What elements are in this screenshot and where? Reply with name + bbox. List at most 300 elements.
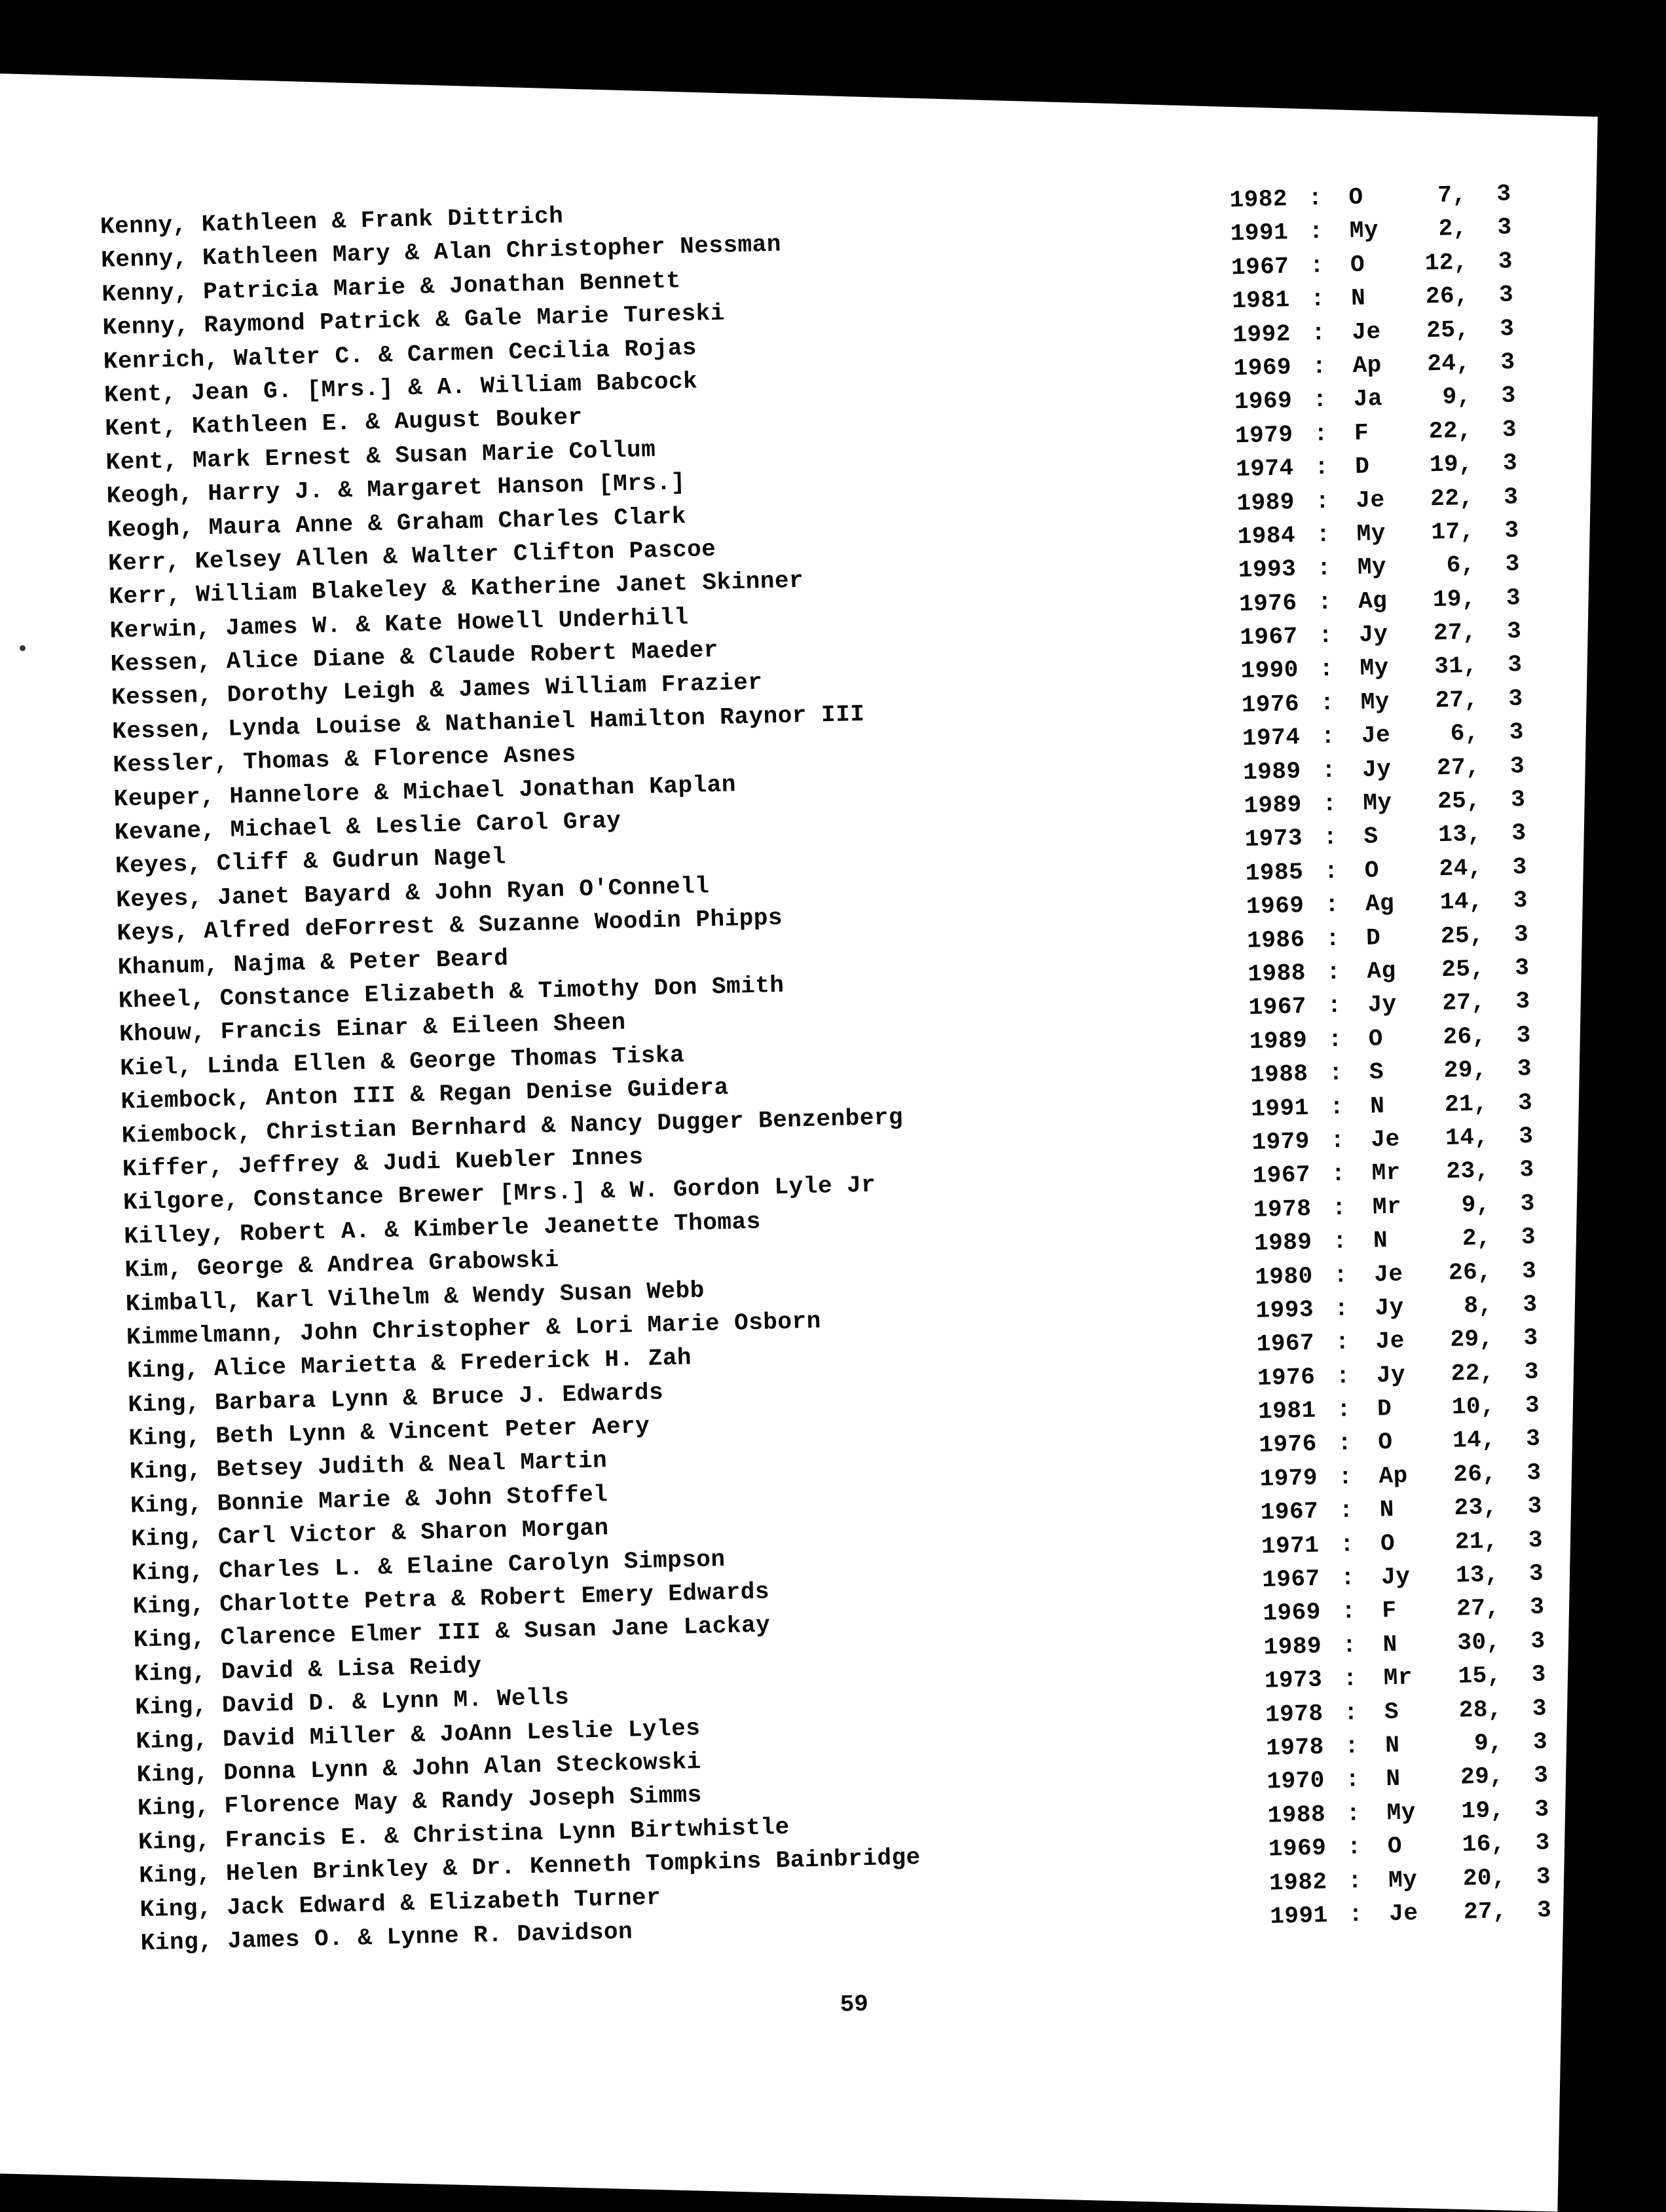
entry-volume: 3 <box>1531 1660 1547 1689</box>
entry-day: 17 <box>1430 518 1461 546</box>
entry-day: 23 <box>1454 1494 1484 1522</box>
entry-citation <box>1248 988 1530 1021</box>
entry-colon: : <box>1310 286 1325 313</box>
entry-day: 9 <box>1442 383 1458 411</box>
entry-day: 10 <box>1451 1393 1481 1421</box>
entry-comma: , <box>1467 820 1483 848</box>
entry-comma: , <box>1460 551 1476 579</box>
entry-day: 21 <box>1444 1090 1474 1118</box>
entry-year: 1988 <box>1250 1060 1308 1089</box>
entry-year: 1969 <box>1262 1599 1322 1628</box>
entry-citation <box>1243 753 1525 786</box>
entry-colon: : <box>1337 1429 1352 1457</box>
entry-month: Je <box>1351 318 1382 346</box>
entry-year: 1967 <box>1239 623 1299 652</box>
entry-comma: , <box>1456 349 1472 377</box>
entry-year: 1973 <box>1244 825 1303 853</box>
entry-month: D <box>1377 1395 1392 1423</box>
entry-day: 27 <box>1436 753 1466 781</box>
entry-month: S <box>1369 1059 1384 1086</box>
entry-citation <box>1246 887 1528 920</box>
entry-month: O <box>1350 251 1365 278</box>
entry-comma: , <box>1491 1864 1507 1892</box>
entry-volume: 3 <box>1516 1021 1532 1049</box>
entry-name: Kerr, William Blakeley & Katherine Janet Skinner <box>108 567 804 611</box>
entry-day: 27 <box>1433 619 1463 647</box>
entry-month: Ap <box>1352 351 1382 379</box>
entry-citation <box>1236 483 1519 517</box>
entry-volume: 3 <box>1504 516 1520 544</box>
entry-name: Keyes, Cliff & Gudrun Nagel <box>115 844 507 880</box>
entry-day: 25 <box>1426 316 1456 344</box>
entry-year: 1992 <box>1232 320 1291 348</box>
entry-comma: , <box>1464 686 1479 713</box>
entry-name: King, David & Lisa Reidy <box>134 1652 482 1688</box>
entry-name: Kiffer, Jeffrey & Judi Kuebler Innes <box>122 1143 644 1183</box>
entry-day: 29 <box>1460 1763 1490 1791</box>
entry-month: N <box>1385 1765 1401 1793</box>
entry-name: Kessen, Lynda Louise & Nathaniel Hamilton Raynor III <box>111 700 865 745</box>
entry-volume: 3 <box>1498 281 1514 309</box>
entry-year: 1969 <box>1233 354 1292 383</box>
entry-volume: 3 <box>1503 483 1519 511</box>
entry-month: Je <box>1355 486 1386 514</box>
entry-year: 1989 <box>1243 791 1303 820</box>
entry-volume: 3 <box>1517 1055 1532 1083</box>
entry-citation <box>1255 1291 1538 1324</box>
entry-day: 13 <box>1455 1561 1485 1589</box>
entry-colon: : <box>1317 588 1333 616</box>
entry-year: 1967 <box>1256 1330 1315 1359</box>
entry-comma: , <box>1475 1157 1490 1185</box>
entry-volume: 3 <box>1501 382 1517 409</box>
entry-comma: , <box>1482 1460 1498 1488</box>
entry-name: King, Clarence Elmer III & Susan Jane Lackay <box>133 1611 771 1654</box>
entry-year: 1989 <box>1249 1026 1308 1055</box>
entry-year: 1979 <box>1259 1464 1318 1493</box>
entry-month: Je <box>1388 1900 1418 1928</box>
entry-volume: 3 <box>1511 819 1527 847</box>
entry-month: Ag <box>1365 890 1395 918</box>
entry-citation <box>1247 921 1529 954</box>
entry-colon: : <box>1335 1328 1350 1357</box>
entry-volume: 3 <box>1534 1795 1550 1823</box>
entry-comma: , <box>1458 450 1473 478</box>
entry-year: 1991 <box>1250 1094 1310 1123</box>
entry-volume: 3 <box>1525 1425 1541 1453</box>
entry-day: 13 <box>1437 821 1468 849</box>
entry-colon: : <box>1342 1632 1358 1659</box>
entry-name: King, David D. & Lynn M. Wells <box>134 1683 570 1721</box>
entry-year: 1967 <box>1261 1565 1321 1594</box>
entry-volume: 3 <box>1528 1526 1544 1554</box>
entry-citation <box>1244 786 1526 819</box>
entry-citation <box>1270 1896 1552 1930</box>
entry-month: N <box>1384 1731 1400 1759</box>
entry-year: 1986 <box>1246 926 1306 954</box>
entry-name: Killey, Robert A. & Kimberle Jeanette Thomas <box>123 1208 762 1250</box>
entry-citation <box>1268 1829 1550 1863</box>
entry-day: 24 <box>1439 854 1469 882</box>
entry-month: Mr <box>1383 1664 1413 1692</box>
entry-citation <box>1252 1156 1534 1190</box>
entry-volume: 3 <box>1510 785 1526 814</box>
entry-day: 29 <box>1449 1326 1480 1354</box>
entry-name: King, Barbara Lynn & Bruce J. Edwards <box>127 1378 664 1419</box>
entry-name: King, James O. & Lynne R. Davidson <box>140 1918 633 1957</box>
entry-month: Je <box>1373 1260 1403 1288</box>
entry-comma: , <box>1477 1258 1492 1286</box>
entry-colon: : <box>1339 1497 1354 1525</box>
entry-citation <box>1266 1729 1548 1762</box>
entry-colon: : <box>1333 1262 1348 1289</box>
entry-name: Kimmelmann, John Christopher & Lori Marie Osborn <box>126 1307 822 1351</box>
entry-comma: , <box>1475 1191 1491 1218</box>
entry-day: 21 <box>1454 1528 1485 1556</box>
entry-year: 1989 <box>1253 1228 1313 1258</box>
entry-comma: , <box>1473 1123 1489 1151</box>
entry-colon: : <box>1324 891 1340 919</box>
entry-name: Kilgore, Constance Brewer [Mrs.] & W. Gordon Lyle Jr <box>122 1171 876 1216</box>
entry-colon: : <box>1341 1598 1357 1626</box>
entry-citation <box>1250 1055 1532 1089</box>
entry-comma: , <box>1468 888 1484 916</box>
entry-year: 1969 <box>1268 1834 1327 1863</box>
entry-day: 22 <box>1428 417 1458 445</box>
entry-month: N <box>1350 284 1366 312</box>
entry-colon: : <box>1325 925 1341 952</box>
entry-volume: 3 <box>1528 1560 1544 1588</box>
entry-comma: , <box>1452 181 1468 209</box>
entry-comma: , <box>1466 787 1481 815</box>
entry-volume: 3 <box>1526 1459 1542 1487</box>
entry-name: Keyes, Janet Bayard & John Ryan O'Connell <box>115 872 710 914</box>
entry-volume: 3 <box>1509 752 1525 780</box>
entry-month: My <box>1360 688 1390 716</box>
entry-year: 1981 <box>1257 1397 1317 1425</box>
entry-day: 23 <box>1445 1157 1476 1186</box>
entry-year: 1991 <box>1230 219 1289 248</box>
entry-colon: : <box>1344 1733 1360 1760</box>
entry-name: Kent, Jean G. [Mrs.] & A. William Babcock <box>103 367 698 409</box>
entry-volume: 3 <box>1506 584 1521 612</box>
entry-volume: 3 <box>1529 1594 1545 1621</box>
entry-name: King, Florence May & Randy Joseph Simms <box>137 1782 703 1822</box>
entry-citation <box>1254 1224 1536 1257</box>
entry-comma: , <box>1492 1898 1508 1925</box>
entry-name: Kim, George & Andrea Grabowski <box>124 1247 560 1284</box>
entry-comma: , <box>1487 1662 1502 1689</box>
entry-comma: , <box>1477 1292 1494 1319</box>
entry-colon: : <box>1328 1059 1344 1087</box>
entry-year: 1976 <box>1257 1363 1316 1392</box>
entry-colon: : <box>1316 555 1332 582</box>
entry-comma: , <box>1486 1628 1502 1656</box>
entry-volume: 3 <box>1505 550 1521 578</box>
entry-month: O <box>1348 183 1364 212</box>
entry-month: Ag <box>1358 587 1388 615</box>
entry-citation <box>1263 1627 1546 1660</box>
entry-colon: : <box>1347 1867 1363 1895</box>
entry-year: 1989 <box>1236 488 1295 517</box>
entry-month: My <box>1386 1799 1416 1827</box>
entry-citation <box>1231 248 1513 281</box>
entry-colon: : <box>1332 1228 1348 1256</box>
entry-year: 1984 <box>1237 522 1296 551</box>
entry-day: 27 <box>1456 1595 1486 1623</box>
entry-year: 1991 <box>1269 1902 1329 1930</box>
entry-citation <box>1264 1661 1546 1695</box>
entry-comma: , <box>1464 719 1480 747</box>
entry-day: 25 <box>1437 787 1467 815</box>
entry-colon: : <box>1327 992 1342 1020</box>
entry-colon: : <box>1331 1194 1347 1222</box>
entry-volume: 3 <box>1523 1324 1539 1352</box>
entry-month: S <box>1363 823 1379 851</box>
entry-name: Kent, Kathleen E. & August Bouker <box>104 404 583 443</box>
entry-citation <box>1259 1459 1542 1493</box>
entry-name: King, Charlotte Petra & Robert Emery Edwards <box>132 1578 770 1621</box>
entry-year: 1976 <box>1238 589 1298 618</box>
entry-month: Jy <box>1375 1294 1405 1322</box>
entry-comma: , <box>1457 417 1473 444</box>
entry-year: 1967 <box>1252 1161 1311 1190</box>
entry-volume: 3 <box>1496 180 1511 208</box>
entry-day: 19 <box>1429 451 1459 479</box>
entry-day: 12 <box>1424 249 1454 277</box>
entry-month: My <box>1357 553 1387 582</box>
entry-colon: : <box>1312 386 1328 414</box>
entry-colon: : <box>1343 1698 1359 1727</box>
entry-name: Kimball, Karl Vilhelm & Wendy Susan Webb <box>125 1277 705 1318</box>
entry-colon: : <box>1336 1396 1352 1424</box>
entry-day: 6 <box>1450 720 1466 747</box>
entry-name: King, Donna Lynn & John Alan Steckowski <box>136 1748 702 1789</box>
entry-citation <box>1265 1695 1547 1728</box>
entry-citation <box>1244 819 1527 853</box>
entry-citation <box>1253 1190 1535 1224</box>
entry-citation <box>1240 651 1523 684</box>
entry-month: Jy <box>1358 620 1388 648</box>
entry-colon: : <box>1344 1766 1361 1794</box>
entry-name: King, Charles L. & Elaine Carolyn Simpson <box>132 1545 726 1587</box>
entry-volume: 3 <box>1512 853 1528 881</box>
entry-volume: 3 <box>1517 1089 1533 1116</box>
entry-month: Je <box>1370 1125 1401 1153</box>
entry-comma: , <box>1456 383 1472 411</box>
entry-citation <box>1267 1795 1549 1829</box>
marriage-index-entry-list <box>100 179 1608 1963</box>
entry-year: 1979 <box>1234 421 1293 449</box>
page-number: 59 <box>840 1991 869 2019</box>
entry-citation <box>1238 550 1520 584</box>
entry-month: My <box>1360 654 1390 683</box>
entry-colon: : <box>1348 1901 1363 1928</box>
entry-month: N <box>1373 1227 1388 1254</box>
entry-volume: 3 <box>1536 1896 1552 1924</box>
entry-comma: , <box>1488 1729 1504 1757</box>
entry-name: Kenny, Kathleen & Frank Dittrich <box>100 202 564 240</box>
entry-comma: , <box>1476 1224 1492 1252</box>
entry-comma: , <box>1454 316 1470 343</box>
entry-day: 2 <box>1462 1225 1477 1252</box>
entry-citation <box>1259 1425 1541 1459</box>
entry-year: 1967 <box>1248 993 1307 1022</box>
entry-colon: : <box>1310 319 1327 347</box>
entry-comma: , <box>1472 1056 1488 1084</box>
entry-year: 1982 <box>1229 185 1288 214</box>
entry-comma: , <box>1453 215 1468 242</box>
entry-volume: 3 <box>1515 988 1531 1015</box>
entry-day: 25 <box>1440 922 1470 950</box>
entry-year: 1978 <box>1253 1195 1312 1224</box>
entry-month: My <box>1356 519 1386 548</box>
entry-month: F <box>1354 419 1369 447</box>
entry-comma: , <box>1469 922 1485 949</box>
entry-year: 1978 <box>1265 1733 1325 1762</box>
entry-colon: : <box>1319 656 1335 683</box>
entry-volume: 3 <box>1502 449 1518 477</box>
entry-month: Jy <box>1367 991 1398 1019</box>
entry-day: 6 <box>1446 552 1462 579</box>
entry-name: King, Francis E. & Christina Lynn Birtwhistle <box>138 1813 790 1856</box>
entry-month: Ag <box>1366 957 1397 985</box>
entry-day: 14 <box>1452 1427 1482 1455</box>
entry-day: 22 <box>1430 484 1460 512</box>
entry-colon: : <box>1335 1362 1351 1390</box>
entry-comma: , <box>1453 248 1469 276</box>
entry-citation <box>1261 1526 1544 1560</box>
entry-citation <box>1232 315 1515 348</box>
entry-name: Kent, Mark Ernest & Susan Marie Collum <box>105 436 656 476</box>
entry-name: King, Jack Edward & Elizabeth Turner <box>139 1884 661 1923</box>
entry-day: 28 <box>1458 1696 1489 1724</box>
entry-month: O <box>1380 1529 1396 1558</box>
entry-citation <box>1269 1863 1551 1896</box>
entry-volume: 3 <box>1519 1156 1535 1184</box>
entry-comma: , <box>1489 1763 1505 1791</box>
entry-name: Keogh, Harry J. & Margaret Hanson [Mrs.] <box>106 469 686 510</box>
entry-colon: : <box>1308 185 1324 212</box>
entry-colon: : <box>1339 1531 1355 1558</box>
entry-citation <box>1255 1257 1537 1290</box>
entry-year: 1989 <box>1242 757 1302 786</box>
entry-day: 22 <box>1451 1359 1481 1387</box>
entry-name: Kessler, Thomas & Florence Asnes <box>112 741 577 779</box>
entry-citation <box>1233 348 1515 382</box>
entry-month: D <box>1354 453 1370 481</box>
entry-volume: 3 <box>1524 1358 1540 1385</box>
entry-citation <box>1230 214 1512 248</box>
entry-day: 24 <box>1426 350 1457 378</box>
entry-name: Kerr, Kelsey Allen & Walter Clifton Pascoe <box>107 535 716 577</box>
entry-month: O <box>1377 1429 1393 1456</box>
entry-comma: , <box>1468 854 1483 882</box>
entry-day: 19 <box>1432 585 1462 613</box>
entry-name: King, Carl Victor & Sharon Morgan <box>130 1514 610 1553</box>
entry-citation <box>1242 719 1524 752</box>
entry-day: 2 <box>1438 215 1454 243</box>
entry-month: Ap <box>1379 1462 1409 1490</box>
entry-volume: 3 <box>1506 618 1522 645</box>
entry-citation <box>1256 1324 1538 1358</box>
entry-volume: 3 <box>1521 1257 1537 1284</box>
entry-day: 25 <box>1441 956 1471 984</box>
entry-day: 27 <box>1434 686 1465 715</box>
entry-name: Kheel, Constance Elizabeth & Timothy Don Smith <box>118 971 785 1015</box>
entry-name: King, Betsey Judith & Neal Martin <box>129 1447 608 1486</box>
entry-volume: 3 <box>1522 1290 1538 1319</box>
entry-name: King, Bonnie Marie & John Stoffel <box>130 1481 608 1520</box>
entry-colon: : <box>1334 1295 1350 1322</box>
entry-name: Khouw, Francis Einar & Eileen Sheen <box>119 1009 627 1049</box>
entry-name: Kerwin, James W. & Kate Howell Underhill <box>109 603 689 645</box>
entry-day: 7 <box>1437 181 1453 209</box>
entry-citation <box>1236 449 1518 483</box>
entry-colon: : <box>1313 420 1329 448</box>
entry-name: King, Alice Marietta & Frederick H. Zah <box>126 1344 692 1385</box>
entry-year: 1985 <box>1245 858 1304 887</box>
entry-name: Kessen, Alice Diane & Claude Robert Maeder <box>110 637 719 678</box>
entry-year: 1971 <box>1261 1531 1320 1560</box>
entry-comma: , <box>1461 585 1477 612</box>
entry-comma: , <box>1480 1393 1496 1420</box>
entry-year: 1988 <box>1247 959 1306 988</box>
entry-citation <box>1241 685 1523 719</box>
entry-comma: , <box>1490 1796 1506 1824</box>
entry-citation <box>1234 382 1516 415</box>
entry-month: S <box>1384 1698 1399 1725</box>
entry-day: 19 <box>1460 1797 1491 1825</box>
entry-name: Khanum, Najma & Peter Beard <box>117 945 509 981</box>
entry-name: Kevane, Michael & Leslie Carol Gray <box>114 807 621 846</box>
entry-year: 1988 <box>1267 1801 1326 1829</box>
entry-colon: : <box>1322 790 1337 818</box>
entry-year: 1974 <box>1235 455 1295 483</box>
entry-month: My <box>1362 789 1393 817</box>
entry-day: 26 <box>1448 1258 1478 1286</box>
entry-month: Ja <box>1353 385 1383 413</box>
entry-citation <box>1239 584 1521 618</box>
entry-volume: 3 <box>1521 1223 1536 1251</box>
entry-citation <box>1258 1392 1540 1425</box>
entry-comma: , <box>1454 282 1470 310</box>
entry-month: Mr <box>1372 1193 1402 1221</box>
entry-day: 29 <box>1443 1057 1473 1085</box>
entry-comma: , <box>1460 517 1475 546</box>
entry-day: 16 <box>1462 1830 1492 1858</box>
entry-comma: , <box>1462 652 1479 680</box>
entry-day: 30 <box>1456 1628 1487 1657</box>
entry-citation <box>1240 618 1522 651</box>
entry-volume: 3 <box>1530 1627 1546 1655</box>
entry-colon: : <box>1314 487 1331 515</box>
entry-name: King, Beth Lynn & Vincent Peter Aery <box>128 1412 650 1452</box>
entry-year: 1979 <box>1251 1127 1310 1156</box>
entry-colon: : <box>1321 757 1337 784</box>
entry-year: 1967 <box>1260 1497 1319 1527</box>
entry-volume: 3 <box>1502 415 1517 443</box>
entry-comma: , <box>1462 618 1477 647</box>
entry-volume: 3 <box>1498 247 1513 275</box>
entry-colon: : <box>1329 1093 1344 1121</box>
entry-year: 1993 <box>1255 1296 1314 1324</box>
entry-volume: 3 <box>1507 651 1523 679</box>
entry-comma: , <box>1483 1493 1498 1522</box>
entry-name: Keogh, Maura Anne & Graham Charles Clark <box>107 502 687 544</box>
entry-volume: 3 <box>1513 887 1528 914</box>
entry-volume: 3 <box>1532 1728 1548 1756</box>
